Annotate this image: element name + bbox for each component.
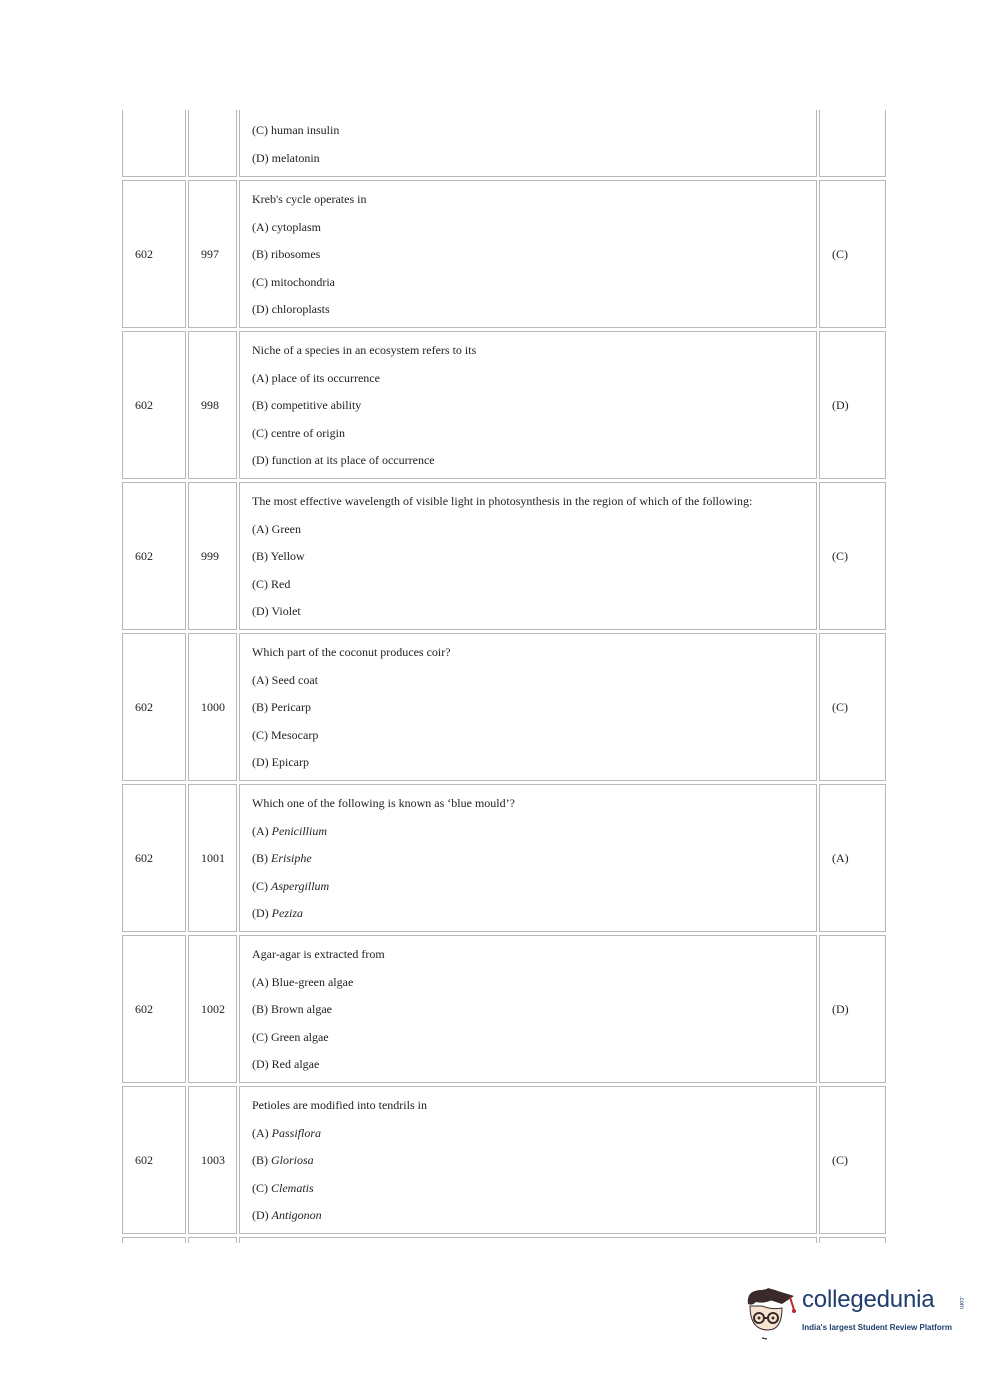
option-text: Clematis [271, 1180, 314, 1195]
option-label: (D) [252, 1208, 269, 1223]
number-cell [188, 1237, 237, 1243]
answer-cell: (C) [819, 482, 886, 630]
question-text: Which part of the coconut produces coir? [252, 645, 451, 659]
code-cell: 602 [122, 1086, 186, 1234]
code-cell: 602 [122, 784, 186, 932]
question-cell [239, 1237, 817, 1243]
question-cell [239, 1086, 817, 1234]
option-line [252, 576, 816, 604]
question-text: The most effective wavelength of visible light in photosynthesis in the region of which of the following: [252, 494, 753, 508]
option-label: (D) [252, 302, 269, 317]
option-text: Peziza [271, 906, 304, 921]
option-line [252, 301, 816, 329]
answer-cell: (D) [819, 935, 886, 1083]
question-text: Agar-agar is extracted from [252, 947, 385, 961]
option-line [252, 370, 816, 398]
option-line [252, 727, 816, 755]
option-label: (B) [252, 1002, 268, 1017]
option-label: (B) [252, 398, 268, 413]
brand-suffix: .com [958, 1296, 964, 1310]
option-text: Blue-green algae [271, 974, 354, 989]
answer-cell [819, 110, 886, 177]
option-line [252, 878, 816, 906]
number-cell: 999 [188, 482, 237, 630]
option-text: Red algae [271, 1057, 320, 1072]
option-label: (A) [252, 219, 269, 234]
option-label: (A) [252, 521, 269, 536]
option-text: Brown algae [271, 1002, 332, 1017]
answer-cell [819, 1237, 886, 1243]
option-text: Violet [271, 604, 301, 619]
answer-cell: (A) [819, 784, 886, 932]
option-line [252, 1125, 816, 1153]
question-cell [239, 633, 817, 781]
option-label: (C) [252, 727, 268, 742]
option-line [252, 1056, 816, 1084]
option-line [252, 548, 816, 576]
answer-cell: (C) [819, 180, 886, 328]
option-label: (A) [252, 974, 269, 989]
question-cell [239, 935, 817, 1083]
option-label: (D) [252, 604, 269, 619]
option-text: mitochondria [271, 274, 335, 289]
code-cell: 602 [122, 180, 186, 328]
option-text: Penicillium [271, 823, 327, 838]
option-label: (A) [252, 823, 269, 838]
option-line [252, 699, 816, 727]
option-text: Mesocarp [271, 727, 319, 742]
option-label: (C) [252, 576, 268, 591]
answer-cell: (C) [819, 633, 886, 781]
option-line [252, 246, 816, 274]
option-label: (B) [252, 549, 268, 564]
table-row [122, 180, 886, 328]
option-text: Aspergillum [271, 878, 330, 893]
brand-tagline: India's largest Student Review Platform [802, 1323, 952, 1332]
option-line [252, 1207, 816, 1235]
option-line [252, 1029, 816, 1057]
option-line [252, 425, 816, 453]
code-cell [122, 110, 186, 177]
option-label: (C) [252, 274, 268, 289]
option-line [252, 1180, 816, 1208]
option-text: competitive ability [271, 398, 362, 413]
code-cell: 602 [122, 633, 186, 781]
question-text: Kreb's cycle operates in [252, 192, 367, 206]
answer-cell: (D) [819, 331, 886, 479]
option-line [252, 754, 816, 782]
option-line [252, 219, 816, 247]
option-text: Yellow [270, 549, 305, 564]
option-text: Green [271, 521, 301, 536]
option-label: (D) [252, 1057, 269, 1072]
table-row [122, 331, 886, 479]
answer-cell: (C) [819, 1086, 886, 1234]
question-cell [239, 180, 817, 328]
option-text: Red [271, 576, 291, 591]
option-text: (C) human insulin [252, 123, 340, 137]
option-label: (B) [252, 247, 268, 262]
option-line [252, 850, 816, 878]
table-row-fragment [122, 110, 886, 177]
table-row [122, 633, 886, 781]
option-label: (A) [252, 1125, 269, 1140]
option-line [252, 452, 816, 480]
option-line [252, 823, 816, 851]
mascot-icon [742, 1284, 800, 1340]
question-table [122, 110, 886, 1243]
question-text: Niche of a species in an ecosystem refers to its [252, 343, 477, 357]
question-cell [239, 482, 817, 630]
option-label: (A) [252, 672, 269, 687]
option-text: Antigonon [271, 1208, 322, 1223]
question-cell [239, 784, 817, 932]
number-cell [188, 110, 237, 177]
option-label: (A) [252, 370, 269, 385]
option-text: Green algae [271, 1029, 329, 1044]
option-label: (B) [252, 851, 268, 866]
option-label: (C) [252, 1180, 268, 1195]
option-text: centre of origin [271, 425, 345, 440]
option-text: cytoplasm [271, 219, 321, 234]
option-line [252, 974, 816, 1002]
option-line [252, 521, 816, 549]
table-row [122, 935, 886, 1083]
option-text: ribosomes [271, 247, 321, 262]
option-label: (C) [252, 1029, 268, 1044]
code-cell: 602 [122, 935, 186, 1083]
question-cell [239, 331, 817, 479]
number-cell: 1001 [188, 784, 237, 932]
option-line [252, 1152, 816, 1180]
option-text: Erisiphe [271, 851, 312, 866]
option-label: (B) [252, 700, 268, 715]
number-cell: 998 [188, 331, 237, 479]
option-line [252, 603, 816, 631]
number-cell: 1003 [188, 1086, 237, 1234]
option-text: Gloriosa [271, 1153, 314, 1168]
option-text: chloroplasts [271, 302, 330, 317]
option-label: (B) [252, 1153, 268, 1168]
code-cell: 602 [122, 482, 186, 630]
option-text: Seed coat [271, 672, 318, 687]
question-text: Which one of the following is known as ‘blue mould’? [252, 796, 515, 810]
option-label: (D) [252, 755, 269, 770]
option-text: Epicarp [271, 755, 309, 770]
table-row [122, 482, 886, 630]
question-cell [239, 110, 817, 177]
number-cell: 997 [188, 180, 237, 328]
brand-name: collegedunia [802, 1286, 935, 1313]
option-line [252, 672, 816, 700]
option-text: Pericarp [271, 700, 311, 715]
option-text: place of its occurrence [271, 370, 380, 385]
option-label: (D) [252, 906, 269, 921]
question-text: Petioles are modified into tendrils in [252, 1098, 427, 1112]
option-text: (D) melatonin [252, 150, 320, 165]
code-cell: 602 [122, 331, 186, 479]
option-text: function at its place of occurrence [271, 453, 435, 468]
code-cell [122, 1237, 186, 1243]
table-row [122, 784, 886, 932]
table-row-cut [122, 1237, 886, 1243]
option-label: (C) [252, 878, 268, 893]
number-cell: 1002 [188, 935, 237, 1083]
number-cell: 1000 [188, 633, 237, 781]
option-line [252, 274, 816, 302]
option-line [252, 397, 816, 425]
option-label: (D) [252, 453, 269, 468]
option-line [252, 905, 816, 933]
brand-logo [742, 1282, 972, 1342]
table-row [122, 1086, 886, 1234]
option-line [252, 1001, 816, 1029]
option-text: Passiflora [271, 1125, 322, 1140]
option-label: (C) [252, 425, 268, 440]
